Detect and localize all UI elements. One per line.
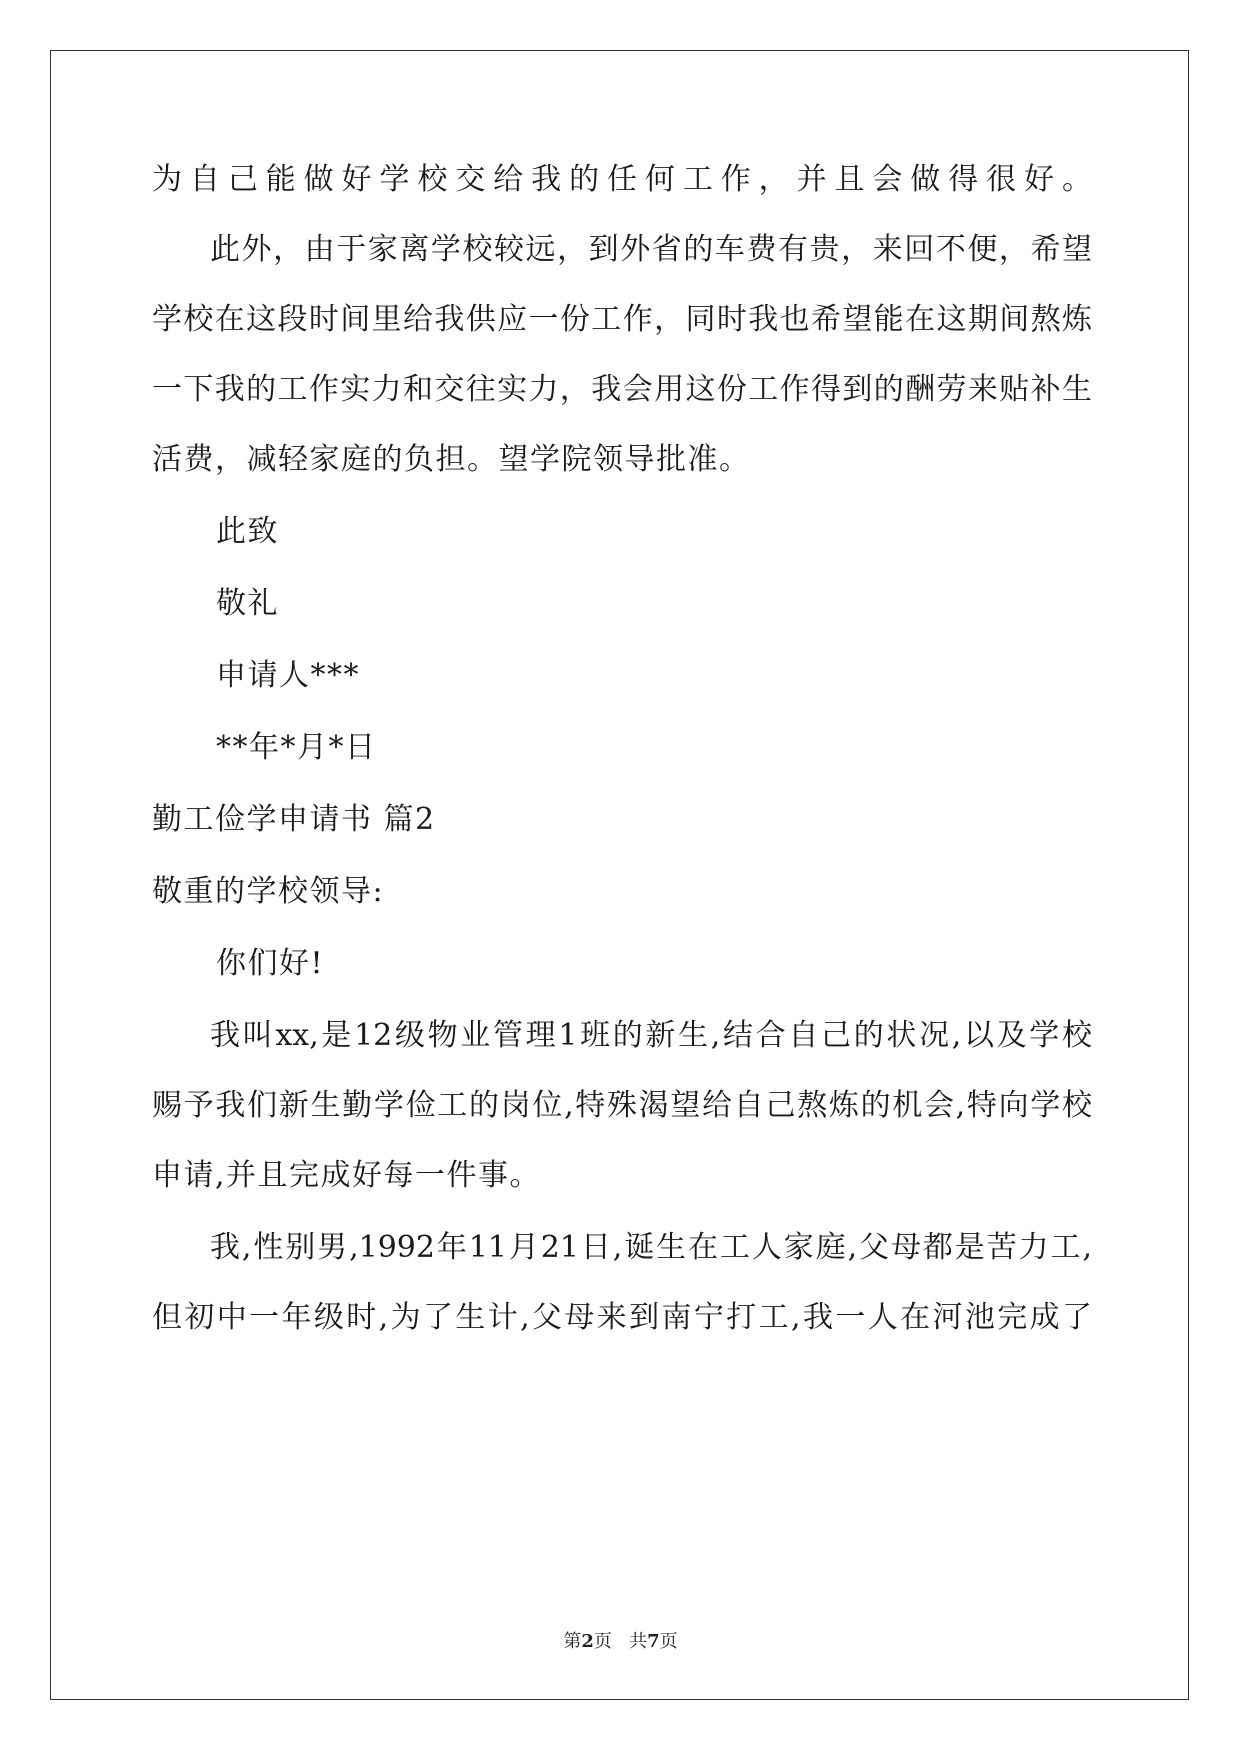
text-line: 我叫xx,是12级物业管理1班的新生,结合自己的状况,以及学校 [210,1018,1092,1053]
section-heading: 勤工俭学申请书 篇2 [152,802,436,837]
page-number-prefix: 第 [563,1631,582,1652]
closing-regards: 敬礼 [216,586,279,621]
closing-salutation: 此致 [216,514,279,549]
text-line: 此外，由于家离学校较远，到外省的车费有贵，来回不便，希望 [210,232,1092,267]
signature-date: **年*月*日 [216,730,377,765]
page-footer [0,1630,1241,1654]
page-number-suffix: 页 [659,1631,678,1652]
text-line: 一下我的工作实力和交往实力，我会用这份工作得到的酬劳来贴补生 [152,372,1092,407]
current-page-number: 2 [581,1631,594,1652]
text-line: 学校在这段时间里给我供应一份工作，同时我也希望能在这期间熬炼 [152,302,1092,337]
letter-salutation: 你们好! [216,946,325,981]
text-line: 为自己能做好学校交给我的任何工作，并且会做得很好。 [152,162,1092,197]
text-line: 赐予我们新生勤学俭工的岗位,特殊渴望给自己熬炼的机会,特向学校 [152,1088,1092,1123]
text-line: 但初中一年级时,为了生计,父母来到南宁打工,我一人在河池完成了 [152,1300,1092,1335]
text-line: 活费，减轻家庭的负担。望学院领导批准。 [152,442,751,477]
total-page-number: 7 [647,1631,660,1652]
page-number-mid: 页 共 [593,1631,648,1652]
letter-greeting: 敬重的学校领导: [152,874,385,909]
text-line: 申请,并且完成好每一件事。 [152,1158,542,1193]
applicant-signature: 申请人*** [216,658,360,693]
text-line: 我,性别男,1992年11月21日,诞生在工人家庭,父母都是苦力工, [210,1230,1092,1265]
